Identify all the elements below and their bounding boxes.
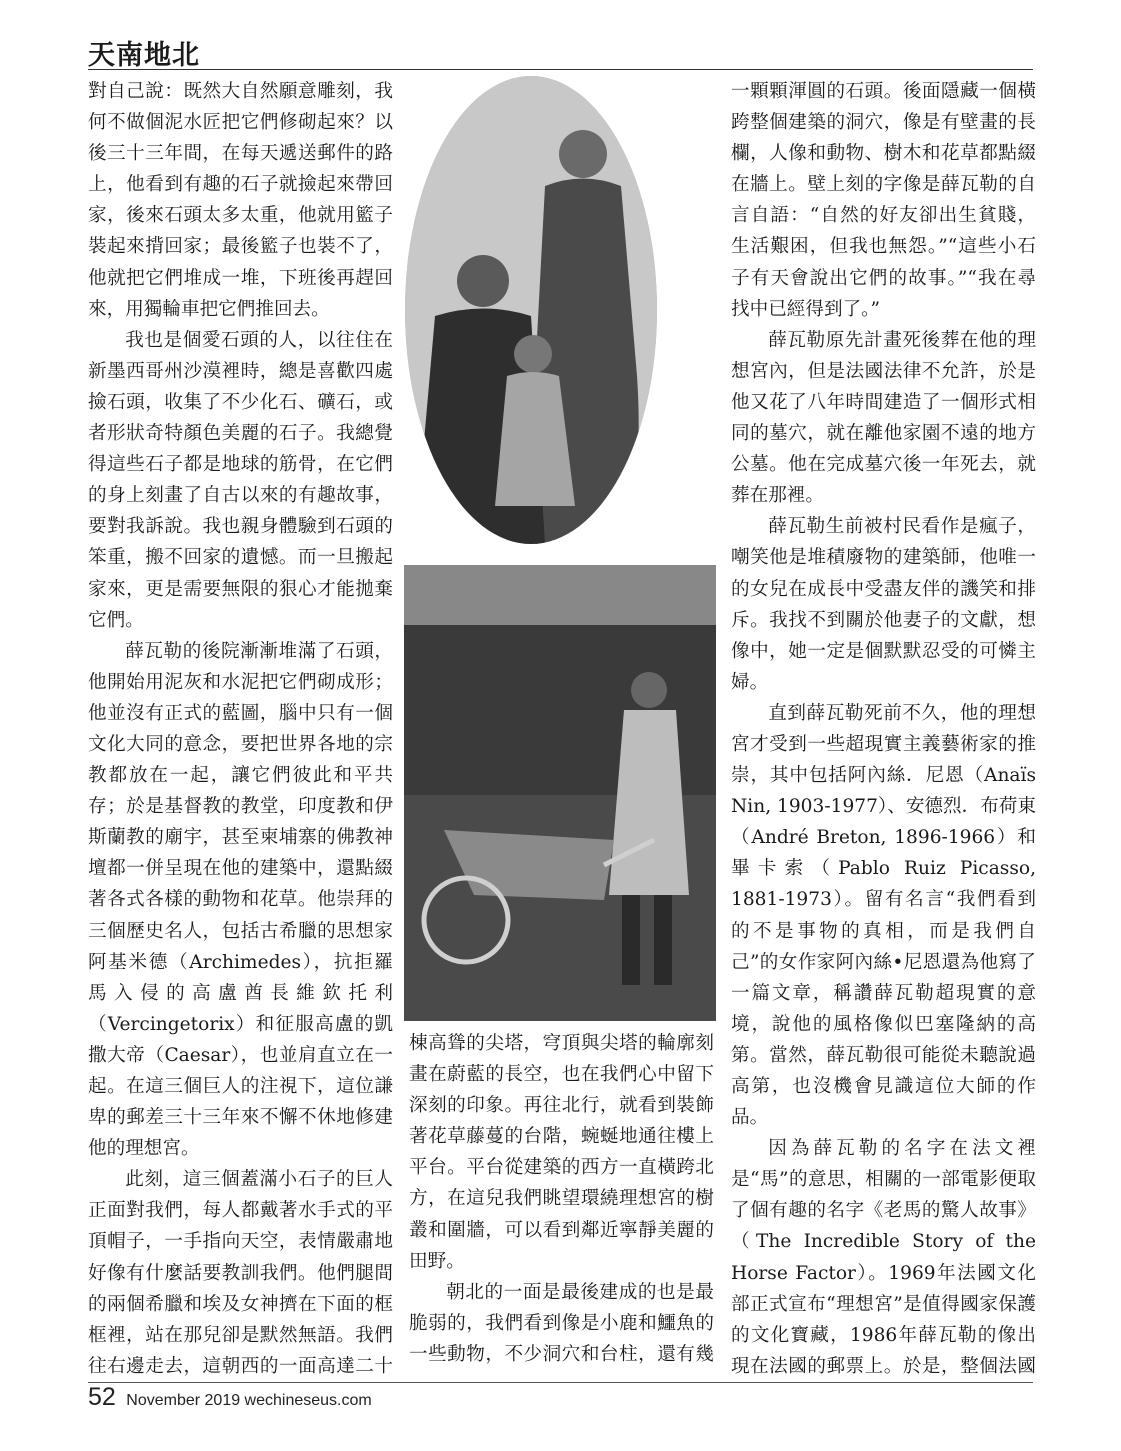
paragraph: 薛瓦勒的後院漸漸堆滿了石頭，他開始用泥灰和水泥把它們砌成形；他並沒有正式的藍圖，腦中只有一個文化大同的意念，要把世界各地的宗教都放在一起，讓它們彼此和平共存；於是基督教的教堂，印度教和伊斯蘭教的廟宇，甚至柬埔寨的佛教神壇都一併呈現在他的建築中，還點綴著各式各樣的動物和花草。他崇拜的三個歷史名人，包括古希臘的思想家阿基米德（Archimedes），抗拒羅馬入侵的高盧酋長維欽托利（Vercingetorix）和征服高盧的凱撒大帝（Caesar），也並肩直立在一起。在這三個巨人的注視下，這位謙卑的郵差三十三年來不懈不休地修建他的理想宮。 <box>88 640 393 1160</box>
issue-line: November 2019 wechineseus.com <box>126 1392 372 1409</box>
paragraph: 一顆顆渾圓的石頭。後面隱藏一個橫跨整個建築的洞穴，像是有壁畫的長欄，人像和動物、樹木和花草都點綴在牆上。壁上刻的字像是薛瓦勒的自言自語：“自然的好友卻出生貧賤，生活艱困，但我也無怨。”“這些小石子有天會說出它們的故事。”“我在尋找中已經得到了。” <box>731 81 1036 320</box>
paragraph: 朝北的一面是最後建成的也是最脆弱的，我們看到像是小鹿和鱷魚的一些動物，不少洞穴和台柱，還有幾 <box>409 1281 714 1365</box>
paragraph: 薛瓦勒原先計畫死後葬在他的理想宮內，但是法國法律不允許，於是他又花了八年時間建造了一個形式相同的墓穴，就在離他家園不遠的地方公墓。他在完成墓穴後一年死去，就葬在那裡。 <box>731 329 1036 507</box>
paragraph: 直到薛瓦勒死前不久，他的理想宮才受到一些超現實主義藝術家的推崇，其中包括阿內絲．尼恩（Anaïs Nin, 1903-1977）、安德烈．布荷東（André Breton, 1896-1966）和畢卡索（Pablo Ruiz Picasso, 1881-1973）。留有名言“我們看到的不是事物的真相，而是我們自己”的女作家阿內絲•尼恩還為他寫了一篇文章，稱讚薛瓦勒超現實的意境，說他的風格像似巴塞隆納的高第。當然，薛瓦勒很可能從未聽說過高第，也沒機會見識這位大師的作品。 <box>731 702 1036 1129</box>
paragraph: 薛瓦勒生前被村民看作是瘋子，嘲笑他是堆積廢物的建築師，他唯一的女兒在成長中受盡友伴的譏笑和排斥。我找不到關於他妻子的文獻，想像中，她一定是個默默忍受的可憐主婦。 <box>731 516 1036 693</box>
paragraph: 此刻，這三個蓋滿小石子的巨人正面對我們，每人都戴著水手式的平頂帽子，一手指向天空，表情嚴肅地好像有什麼話要教訓我們。他們腿間的兩個希臘和埃及女神擠在下面的框框裡，站在那兒卻是默然無語。我們往右邊走去，這朝西的一面高達二十 <box>88 1169 393 1376</box>
page-number: 52 <box>88 1383 116 1411</box>
paragraph: 棟高聳的尖塔，穹頂與尖塔的輪廓刻畫在蔚藍的長空，也在我們心中留下深刻的印象。再往北行，就看到裝飾著花草藤蔓的台階，蜿蜒地通往樓上平台。平台從建築的西方一直橫跨北方，在這兒我們眺望環繞理想宮的樹叢和圍牆，可以看到鄰近寧靜美麗的田野。 <box>409 1033 714 1272</box>
paragraph: 因為薛瓦勒的名字在法文裡是“馬”的意思，相關的一部電影便取了個有趣的名字《老馬的驚人故事》（The Incredible Story of the Horse Factor）。1969年法國文化部正式宣布“理想宮”是值得國家保護的文化寶藏，1986年薛瓦勒的像出現在法國的郵票上。於是，整個法國 <box>731 1138 1036 1376</box>
family-portrait-illustration <box>405 76 657 544</box>
section-title: 天南地北 <box>88 40 200 71</box>
paragraph: 我也是個愛石頭的人，以往住在新墨西哥州沙漠裡時，總是喜歡四處撿石頭，收集了不少化石、礦石，或者形狀奇特顏色美麗的石子。我總覺得這些石子都是地球的筋骨，在它們的身上刻畫了自古以來的有趣故事，要對我訴說。我也親身體驗到石頭的笨重，搬不回家的遺憾。而一旦搬起家來，更是需要無限的狠心才能拋棄它們。 <box>88 329 393 631</box>
family-portrait-photo <box>405 76 657 544</box>
article-column-1 <box>88 76 393 1376</box>
page-footer <box>88 1383 372 1412</box>
wheelbarrow-photo <box>404 565 716 1021</box>
wheelbarrow-illustration <box>404 565 716 1021</box>
article-column-3 <box>731 76 1036 1376</box>
header-rule <box>88 69 1033 70</box>
article-column-2 <box>409 1028 714 1368</box>
paragraph: 對自己說：既然大自然願意雕刻，我何不做個泥水匠把它們修砌起來？以後三十三年間，在每天遞送郵件的路上，他看到有趣的石子就撿起來帶回家，後來石頭太多太重，他就用籃子裝起來揹回家；最後籃子也裝不了，他就把它們堆成一堆，下班後再趕回來，用獨輪車把它們推回去。 <box>88 81 393 320</box>
